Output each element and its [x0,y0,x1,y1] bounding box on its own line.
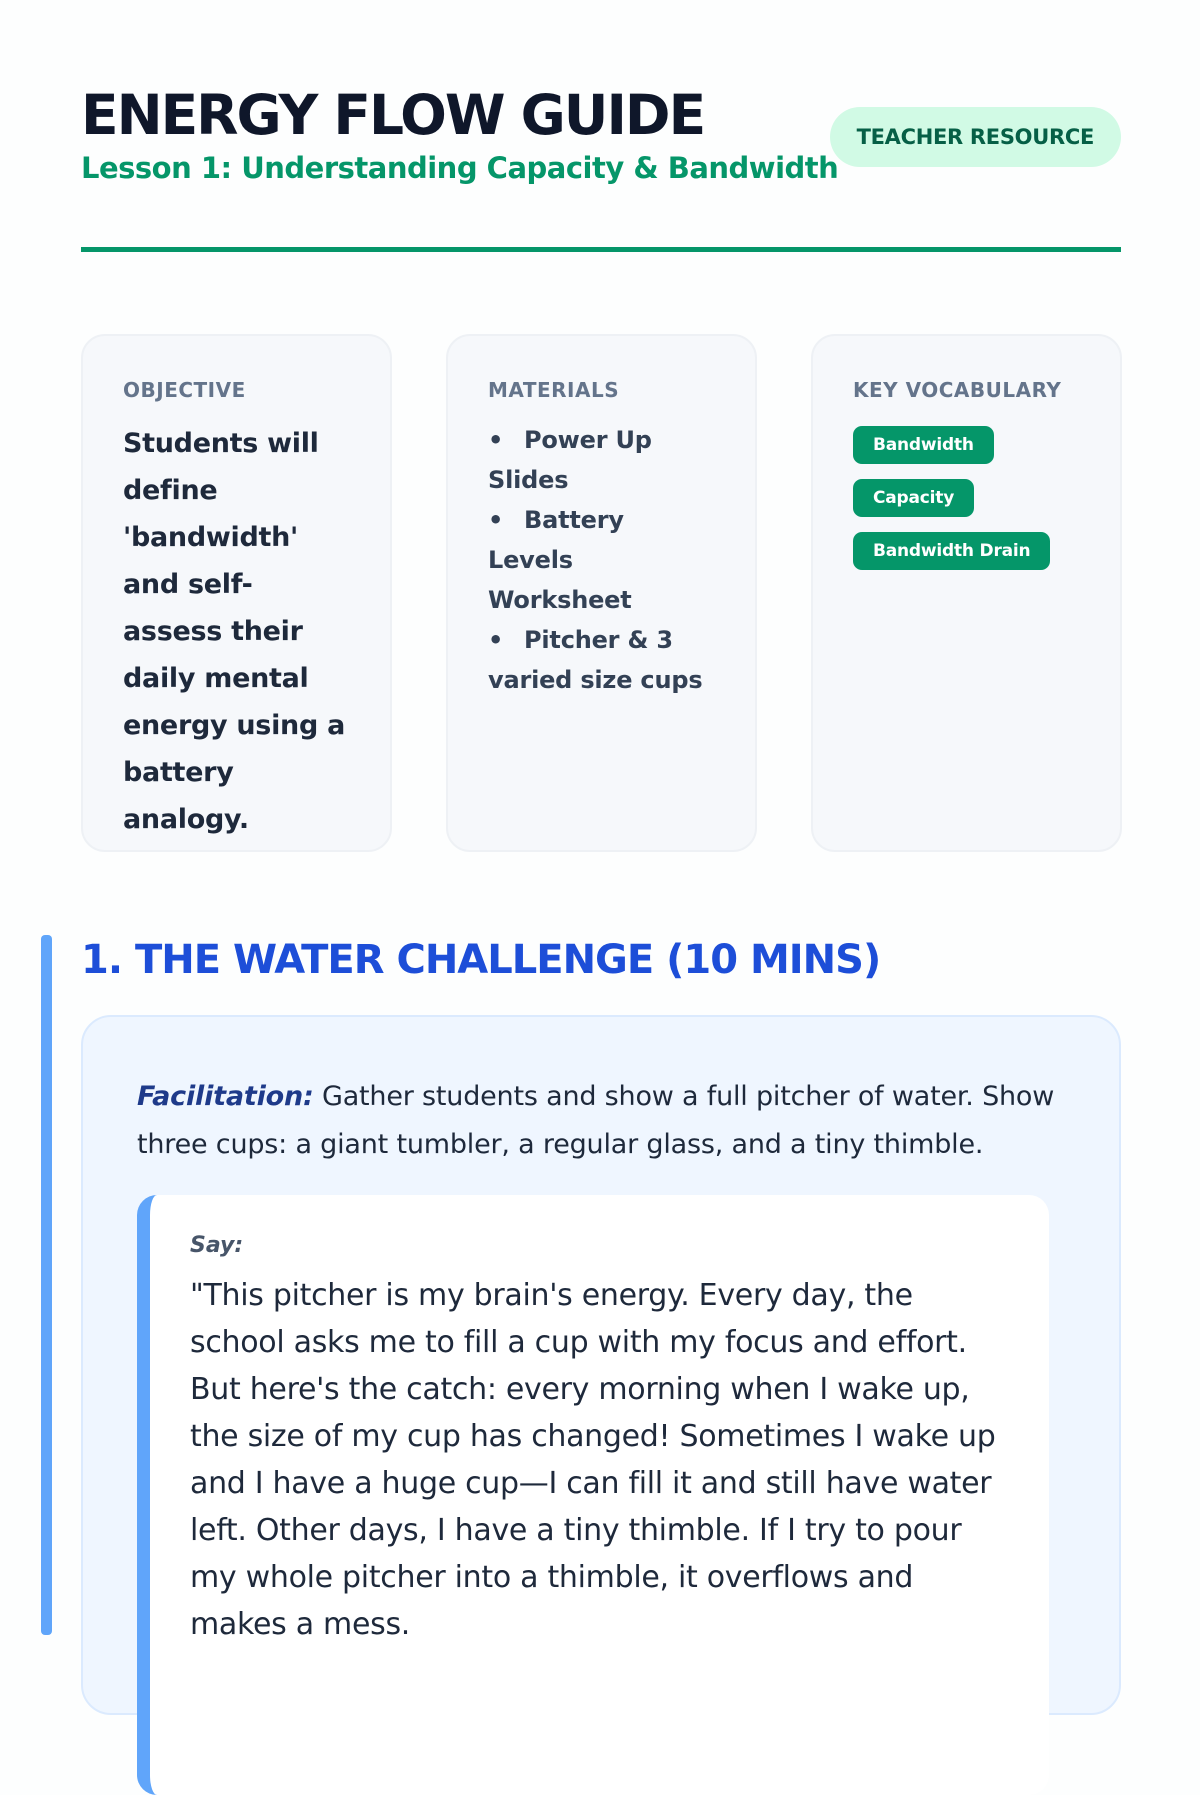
vocabulary-list [853,420,1080,585]
bullet-icon: • [488,626,504,654]
bullet-icon: • [488,426,504,454]
list-item: • Power Up Slides [488,420,715,500]
vocab-tag-bandwidth-drain: Bandwidth Drain [853,532,1050,570]
lesson-subtitle: Lesson 1: Understanding Capacity & Bandwidth [81,151,839,185]
section-accent-bar [41,935,52,1635]
objective-label: OBJECTIVE [123,378,246,402]
materials-label: MATERIALS [488,378,620,402]
bullet-icon: • [488,506,504,534]
teacher-resource-badge: TEACHER RESOURCE [830,107,1121,167]
list-item: • Battery Levels Worksheet [488,500,715,620]
header-divider [81,247,1121,252]
facilitation-paragraph [137,1073,1067,1169]
materials-card [446,334,757,852]
objective-text: Students will define 'bandwidth' and self-assess their daily mental energy using a battery analogy. [123,428,346,835]
vocabulary-card [811,334,1122,852]
facilitation-text: Gather students and show a full pitcher of water. Show three cups: a giant tumbler, a regular glass, and a tiny thimble. [137,1081,1055,1160]
say-callout [137,1195,1049,1795]
section-title: 1. THE WATER CHALLENGE (10 MINS) [81,937,881,983]
list-item: • Pitcher & 3 varied size cups [488,620,715,700]
section-content [81,1015,1121,1715]
objective-card [81,334,392,852]
vocab-tag-capacity: Capacity [853,479,974,517]
vocabulary-label: KEY VOCABULARY [853,378,1062,402]
materials-list [488,420,715,700]
vocab-tag-bandwidth: Bandwidth [853,426,994,464]
facilitation-label: Facilitation: [137,1081,314,1112]
say-label: Say: [190,1233,244,1258]
say-script: "This pitcher is my brain's energy. Every day, the school asks me to fill a cup with my focus and effort. But here's the catch: every morning when I wake up, the size of my cup has changed! Sometimes I wake up and I have a huge cup—I can fill it and still have water left. Other days, I have a tiny thimble. If I try to pour my whole pitcher into a thimble, it overflows and makes a mess. [190,1278,996,1642]
page-title: ENERGY FLOW GUIDE [81,83,705,147]
page-header [81,82,1121,192]
